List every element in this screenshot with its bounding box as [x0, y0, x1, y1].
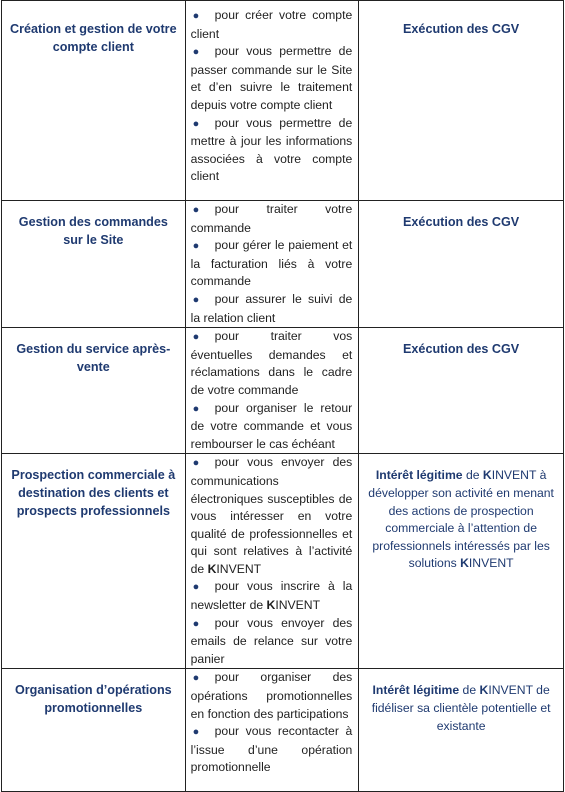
- purposes-cell: [185, 1, 359, 201]
- bullet-icon: ●: [192, 117, 200, 130]
- bullet-icon: ●: [192, 204, 200, 216]
- purposes-list: [186, 669, 359, 777]
- list-item: ● pour organiser le retour de votre commande et vous rembourser le cas échéant: [190, 400, 353, 451]
- purpose-category: Gestion du service après-vente: [16, 342, 171, 374]
- list-item: ● pour créer votre compte client: [190, 8, 353, 41]
- purpose-category: Gestion des commandes sur le Site: [18, 215, 168, 247]
- bullet-icon: ●: [192, 672, 200, 685]
- list-item: ● pour vous recontacter à l’issue d’une opération promotionnelle: [190, 724, 353, 775]
- purposes-list: [186, 328, 359, 453]
- purpose-category-cell: [2, 201, 186, 328]
- purpose-category-cell: [2, 1, 186, 201]
- table-row: [2, 328, 564, 454]
- legal-basis: Intérêt légitime de KINVENT à développer son activité en menant des actions de prospection commerciale à l’attention de professionnels intéressés par les solutions KINVENT: [368, 468, 554, 571]
- table-row: [2, 201, 564, 328]
- list-item: ● pour assurer le suivi de la relation client: [190, 291, 353, 325]
- bullet-icon: ●: [192, 617, 200, 630]
- legal-basis: Exécution des CGV: [403, 22, 520, 36]
- purposes-cell: [185, 669, 359, 792]
- processing-table: [1, 0, 564, 792]
- purposes-cell: [185, 454, 359, 669]
- purposes-list: [186, 454, 359, 668]
- table-row: [2, 669, 564, 792]
- legal-basis-cell: [359, 454, 564, 669]
- purposes-cell: [185, 201, 359, 328]
- bullet-icon: ●: [192, 331, 200, 344]
- purpose-category: Organisation d’opérations promotionnelles: [14, 683, 172, 716]
- purpose-category-cell: [2, 454, 186, 669]
- list-item: ● pour traiter votre commande: [190, 202, 353, 235]
- purpose-category-cell: [2, 328, 186, 454]
- legal-basis: Exécution des CGV: [403, 215, 520, 229]
- list-item: ● pour organiser des opérations promotionnelles en fonction des participations: [190, 670, 353, 721]
- table-row: [2, 454, 564, 669]
- list-item: ● pour vous inscrire à la newsletter de KINVENT: [190, 579, 353, 613]
- purpose-category: Prospection commerciale à destination des clients et prospects professionnels: [11, 468, 176, 518]
- bullet-icon: ●: [192, 240, 200, 253]
- legal-basis: Intérêt légitime de KINVENT de fidéliser sa clientèle potentielle et existante: [371, 683, 551, 733]
- purposes-list: [186, 201, 359, 327]
- bullet-icon: ●: [192, 293, 200, 306]
- list-item: ● pour vous permettre de passer commande sur le Site et d’en suivre le traitement depuis votre compte client: [190, 44, 353, 112]
- list-item: ● pour vous envoyer des communications électroniques susceptibles de vous intéresser en votre qualité de professionnelles et qui sont relatives à l’activité de KINVENT: [190, 455, 353, 576]
- bullet-icon: ●: [192, 402, 200, 415]
- bullet-icon: ●: [192, 457, 200, 470]
- list-item: ● pour vous envoyer des emails de relance sur votre panier: [190, 615, 353, 666]
- bullet-icon: ●: [192, 10, 200, 22]
- table-row: [2, 1, 564, 201]
- legal-basis-cell: [359, 1, 564, 201]
- legal-basis-cell: [359, 669, 564, 792]
- legal-basis-cell: [359, 328, 564, 454]
- list-item: ● pour gérer le paiement et la facturation liés à votre commande: [190, 238, 353, 289]
- list-item: ● pour traiter vos éventuelles demandes et réclamations dans le cadre de votre commande: [190, 329, 353, 397]
- purpose-category-cell: [2, 669, 186, 792]
- purposes-cell: [185, 328, 359, 454]
- legal-basis: Exécution des CGV: [403, 342, 520, 357]
- bullet-icon: ●: [192, 46, 200, 59]
- list-item: ● pour vous permettre de mettre à jour les informations associées à votre compte client: [190, 115, 353, 184]
- purpose-category: Création et gestion de votre compte client: [10, 22, 177, 54]
- legal-basis-cell: [359, 201, 564, 328]
- bullet-icon: ●: [192, 726, 200, 739]
- bullet-icon: ●: [192, 581, 200, 594]
- purposes-list: [186, 1, 359, 186]
